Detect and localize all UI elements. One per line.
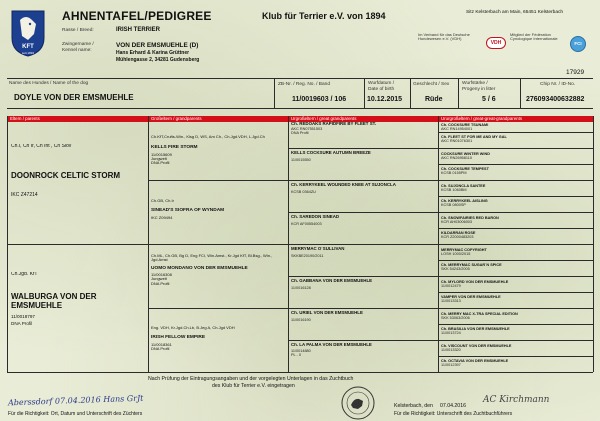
great-great-reg: KCSB 0800SP [441,203,466,208]
great-great-name: Ch. FLEET ST FOR ME AND MY GAL [441,135,507,139]
great-great-reg: AKC RN01076301 [441,139,473,144]
great-grandparent-cell [291,215,436,243]
breeder-line-1: Hans Erhard & Karina Grüttner [116,50,190,56]
great-great-name: Ch. MERRYMAC SUGAR´N SPICE [441,263,502,267]
band-parents: Eltern / parents [7,116,148,122]
registrar-signature-caption: Für die Richtigkeit: Unterschrift des Zuchtbuchführers [394,411,513,417]
sire-reg: IKC Z47214 [11,191,38,198]
great-great-name: Ch. COCKSURE TSUNAMI [441,123,489,127]
grandparent-reg: 11/0016308 [151,272,172,278]
great-great-name: Ch. VISCOUNT VON DER EMSMUEHLE [441,344,512,348]
great-great-cell [441,344,591,356]
great-great-reg: AKC RN14954001 [441,127,473,132]
great-great-cell [441,152,591,164]
great-great-name: Ch. KERRYKEEL AISLING [441,199,488,203]
great-great-name: COCKSURE WINTER WIND [441,152,490,156]
great-great-reg: KCR Z2000483203 [441,235,474,240]
club-name: Klub für Terrier e.V. von 1894 [262,11,386,21]
sire-cell [11,144,145,240]
vdh-badge [486,37,506,49]
logo-subtext: seit 1894 [21,51,35,55]
great-great-reg: KCSB 1060BM [441,188,467,193]
place-label: Kelsterbach, den [394,403,433,409]
great-grandparent-name: Ch. REDOAKS RAPIDFIRE BY FLEET ST. [291,122,377,126]
breeder-signature: Aberssdorf 07.04.2016 Hans GrJt [7,393,144,408]
great-great-reg: 11/0012479 [441,284,461,289]
breeder-line-2: Mühlengasse 2, 34281 Gudensberg [116,57,200,63]
fci-member-text: Mitglied der Fédération Cynologique Internationale [510,32,558,42]
great-great-cell [441,248,591,260]
great-great-cell [441,216,591,228]
breeder-signature-caption: Für die Richtigkeit: Ort, Datum und Unterschrift des Züchters [8,411,143,417]
issue-date: 07.04.2016 [440,403,466,409]
dob-label-2: Date of birth [368,87,395,92]
great-great-cell [441,123,591,132]
sire-name: DOONROCK CELTIC STORM [11,170,121,180]
great-great-name: Ch. COCKSURE TEMPEST [441,167,489,171]
grandparent-cell [151,135,285,179]
document-title: AHNENTAFEL/PEDIGREE [62,9,212,23]
great-grandparent-name: KELLS COCKSURE AUTUMN BREEZE [291,151,371,155]
great-great-name: Ch. MERRY MAC X-TRA SPECIAL EDITION [441,312,518,316]
grandparent-name: UOMO MONDANO VON DER EMSMUEHLE [151,265,248,271]
great-grandparent-reg: KCSB 0364ZU [291,189,316,194]
great-grandparent-name: Ch. KERRYKEEL WOUNDED KNEE AT SUJONCLA [291,183,396,187]
great-grandparent-cell [291,151,436,179]
great-grandparent-reg: SKKBE20190/2011 [291,253,324,258]
grandparent-name: SINEAD'S SIOFRA OF WYNDAM [151,208,225,214]
verification-text-1: Nach Prüfung der Eintragungsangaben und der vorgelegten Unterlagen in das Zuchtbuch [148,376,354,382]
club-seat: Sitz Kelsterbach am Main, 65451 Kelsterbach [466,10,564,15]
chip-number: 276093400632882 [526,96,585,103]
dam-reg: 11/0018797 [11,314,35,320]
great-great-name: Ch. SNOWFAIRIES RED BARON [441,216,499,220]
great-great-name: Ch. OCTAVIA VON DER EMSMUEHLE [441,359,509,363]
document-number: 17929 [566,69,585,76]
great-great-cell [441,312,591,324]
dog-name-label: Name des Hundes / Name of the dog [9,81,89,86]
great-great-reg: KCSB 0155PM [441,171,467,176]
great-great-name: VAMPER VON DER EMSMUEHLE [441,295,501,299]
vdh-member-text: Im Verband für das Deutsche Hundewesen e.V. (VDH) [418,32,470,42]
club-seal-icon [341,386,375,420]
grandparent-name: IRISH FELLOW EMPIRE [151,335,206,341]
grandparent-titles: Eng. VDH, Kr.Jgd.Ch.Lb, B.Jeg A, Ch.Jgd VDH [151,326,235,330]
vdh-badge-text: VDH [490,40,502,46]
great-great-name: MERRYMAC COPYRIGHT [441,248,487,252]
grandparent-reg: 11/0015609 [151,151,172,157]
litter-label-2: Progeny in litter [462,87,496,92]
registrar-signature: AC Kirchmann [483,395,550,405]
kennel-label-de: Zwingername / [62,42,94,47]
breed-label: Rasse / Breed: [62,28,94,33]
great-great-reg: SKK 53063/2006 [441,316,470,321]
great-grandparent-name: Ch. LA PALMA VON DER EMSMUEHLE [291,343,372,347]
logo-text: KFT [22,44,34,50]
great-great-reg: 11/0012397 [441,363,461,368]
great-great-cell [441,280,591,292]
great-grandparent-reg: 11/0015550 [291,157,311,162]
great-great-reg: SKK 54243/2005 [441,267,470,272]
great-grandparent-extra: PL - 0 [291,353,301,358]
great-great-name: Ch. SUJONCLA SANTEE [441,184,486,188]
great-great-reg: KCR AH03006003 [441,220,473,225]
litter-value: 5 / 6 [482,96,496,103]
great-grandparent-reg: 11/0014880 [291,348,311,353]
band-great-great: Ururgroßeltern / great-great-grandparents [438,116,593,122]
great-grandparent-cell [291,311,436,339]
grandparent-cell [151,254,285,307]
date-of-birth: 10.12.2015 [367,96,403,103]
great-grandparent-name: Ch. SAREDON SINEAD [291,215,340,219]
great-great-reg: 11/0013320 [441,348,461,353]
fci-badge [570,36,586,52]
grandparent-titles: Ch.ML, Ch.GB, Bg D, Eng FCI, Win.Amst., Kr.Jgd KfT, Bl.Bsg., Win., Jgd.Amst [151,254,273,263]
great-grandparent-cell [291,247,436,275]
grandparent-dna: DNA Profil [151,346,170,352]
grandparent-titles: Ch.KfT,Crufts-Win., Klsg D, WS, Am Ch., Ch.Jgd.VDH, L.Jgd.Ch [151,135,265,139]
dog-name: DOYLE VON DER EMSMUEHLE [14,93,134,102]
sex-value: Rüde [425,96,443,103]
grandparent-reg: 11/0018361 [151,341,172,347]
sire-titles: Ch.I, Ch Ir, Ch Int , Ch Slov [11,144,72,149]
dam-cell [11,272,145,368]
great-grandparent-reg: 11/0016190 [291,317,311,322]
great-great-name: KILDARRAN ROSE [441,231,476,235]
great-grandparent-cell [291,122,436,147]
great-great-cell [441,184,591,196]
great-grandparent-name: Ch. URIEL VON DER EMSMUEHLE [291,311,363,315]
grandparent-extra: Jungwelt [151,156,167,162]
great-grandparent-reg: 11/0016128 [291,285,311,290]
litter-label-1: Wurfstärke / [462,81,488,86]
club-seal [341,386,375,420]
great-grandparent-reg: KCR AF00554003 [291,221,322,226]
great-great-reg: AKC RN26958110 [441,156,472,161]
kennel-label-en: Kennel name: [62,48,92,53]
fci-badge-text: FCI [574,41,582,46]
great-grandparent-cell [291,279,436,307]
kennel-value: VON DER EMSMUEHLE (D) [116,42,199,49]
great-great-cell [441,359,591,372]
great-great-reg: 11/0013724 [441,331,461,336]
great-great-reg: 11/0013313 [441,299,461,304]
dam-dna: DNA Profil [11,321,33,327]
breed-value: IRISH TERRIER [116,27,161,33]
grandparent-cell [151,326,285,370]
grandparent-reg: IKC Z09494 [151,214,173,220]
great-grandparent-extra: DNA Profil [291,131,309,136]
great-grandparent-cell [291,343,436,371]
great-great-reg: LOSH 1000/2015 [441,252,471,257]
great-grandparent-cell [291,183,436,211]
great-great-name: Ch. MYLORD VON DER EMSMUEHLE [441,280,509,284]
grandparent-dna: DNA Profil [151,160,170,166]
kft-logo [8,8,48,58]
great-grandparent-name: MERRYMAC O´SULLIVAN [291,247,345,251]
grandparent-cell [151,199,285,243]
grandparent-extra: Jungwelt [151,276,167,282]
great-grandparent-reg: AKC RN07551503 [291,126,323,131]
reg-number: 11/0019603 / 106 [292,96,347,103]
dob-label-1: Wurfdatum / [368,81,395,86]
grandparent-name: KELLS FIRE STORM [151,145,198,151]
great-grandparent-name: Ch. GABBANA VON DER EMSMUEHLE [291,279,373,283]
verification-text-2: des Klub für Terrier e.V. eingetragen [212,383,295,389]
dam-titles: Ch.Jgd. KfT [11,272,38,277]
chip-label: Chip Nr. / ID-No. [540,82,576,87]
grandparent-dna: DNA Profil [151,280,170,286]
reg-label: ZB-Nr. / Reg. No. / Band [278,82,330,87]
dam-name: WALBURGA VON DER EMSMUEHLE [11,291,97,310]
band-grandparents: Großeltern / grandparents [148,116,288,122]
sex-label: Geschlecht / Sex [413,82,450,87]
grandparent-titles: Ch.GB, Ch.Ir [151,199,174,203]
band-great-grandparents: Urgroßeltern / great grandparents [288,116,438,122]
great-great-name: Ch. BRASILIA VON DER EMSMUEHLE [441,327,510,331]
